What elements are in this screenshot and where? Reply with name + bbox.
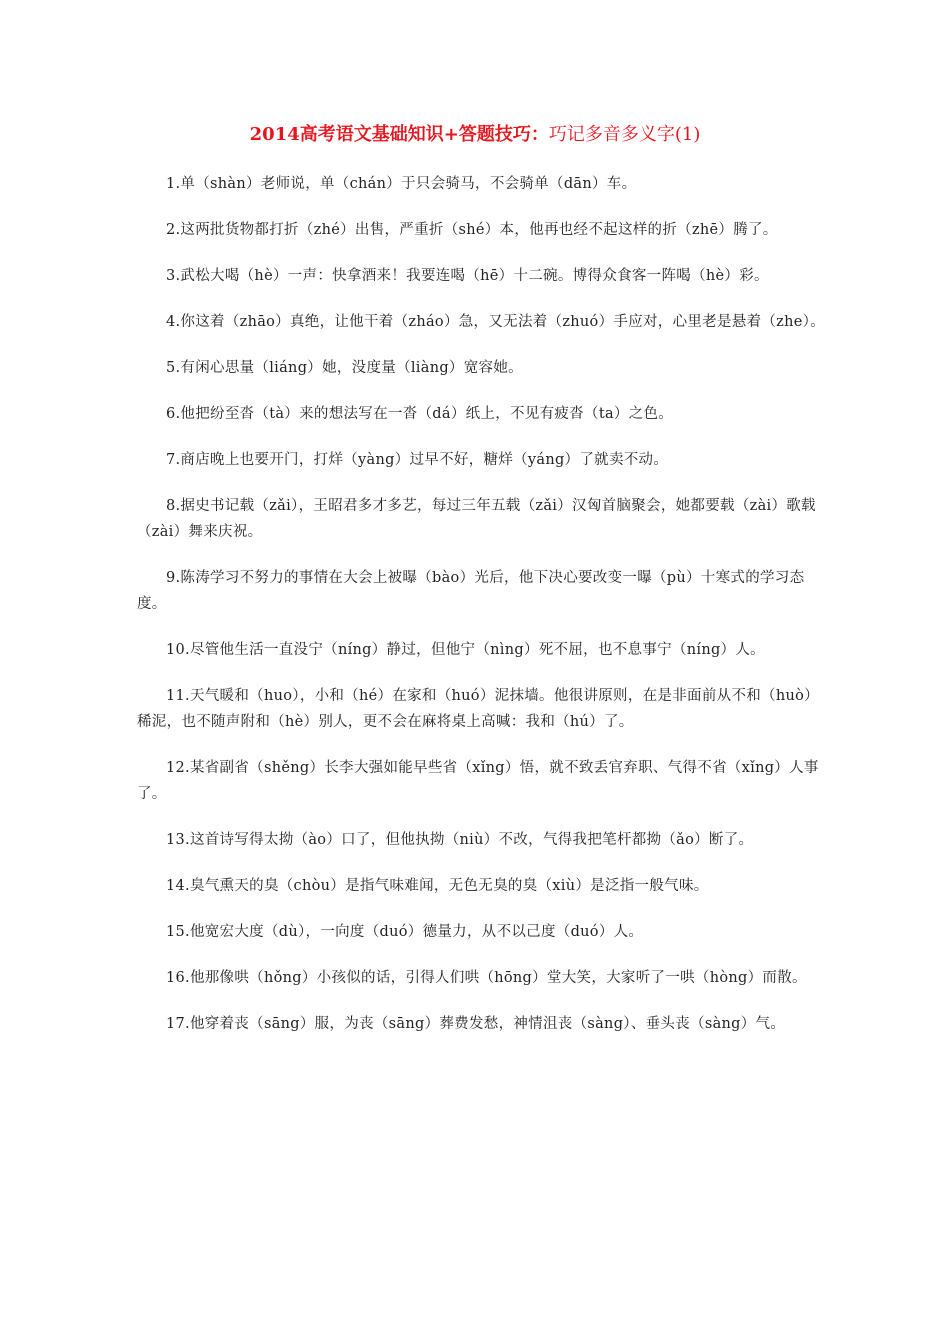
paragraph-15: 15.他宽宏大度（dù），一向度（duó）德量力，从不以己度（duó）人。 xyxy=(166,924,644,940)
paragraph-2: 2.这两批货物都打折（zhé）出售，严重折（shé）本，他再也经不起这样的折（zhē）腾了。 xyxy=(166,222,778,238)
paragraph-6: 6.他把纷至沓（tà）来的想法写在一沓（dá）纸上，不见有疲沓（ta）之色。 xyxy=(166,406,674,422)
title-bold-part: 2014高考语文基础知识+答题技巧： xyxy=(249,124,549,145)
paragraph-9: 9.陈涛学习不努力的事情在大会上被曝（bào）光后，他下决心要改变一曝（pù）十寒式的学习态度。 xyxy=(137,570,805,612)
paragraph-1: 1.单（shàn）老师说，单（chán）于只会骑马，不会骑单（dān）车。 xyxy=(166,176,637,192)
paragraph-13: 13.这首诗写得太拗（ào）口了，但他执拗（niù）不改，气得我把笔杆都拗（ǎo）断了。 xyxy=(166,832,754,848)
paragraph-3: 3.武松大喝（hè）一声：快拿酒来！我要连喝（hē）十二碗。博得众食客一阵喝（hè）彩。 xyxy=(166,268,769,284)
paragraph-10: 10.尽管他生活一直没宁（níng）静过，但他宁（nìng）死不屈，也不息事宁（níng）人。 xyxy=(166,642,765,658)
paragraph-4: 4.你这着（zhāo）真绝，让他干着（zháo）急，又无法着（zhuó）手应对，心里老是悬着（zhe）。 xyxy=(166,314,825,330)
paragraph-14: 14.臭气熏天的臭（chòu）是指气味难闻，无色无臭的臭（xiù）是泛指一般气味。 xyxy=(166,878,709,894)
paragraph-12: 12.某省副省（shěng）长李大强如能早些省（xǐng）悟，就不致丢官弃职、气得不省（xǐng）人事了。 xyxy=(137,760,819,802)
document-body xyxy=(137,171,827,1057)
paragraph-8: 8.据史书记载（zǎi），王昭君多才多艺，每过三年五载（zǎi）汉匈首脑聚会，她都要载（zài）歌载（zài）舞来庆祝。 xyxy=(137,498,816,540)
paragraph-7: 7.商店晚上也要开门，打烊（yàng）过早不好，糖烊（yáng）了就卖不动。 xyxy=(166,452,669,468)
title-plain-part: 巧记多音多义字(1) xyxy=(548,124,701,145)
paragraph-17: 17.他穿着丧（sāng）服，为丧（sāng）葬费发愁，神情沮丧（sàng）、垂头丧（sàng）气。 xyxy=(166,1016,786,1032)
page-title xyxy=(0,122,950,148)
paragraph-5: 5.有闲心思量（liáng）她，没度量（liàng）宽容她。 xyxy=(166,360,523,376)
paragraph-11: 11.天气暖和（huo），小和（hé）在家和（huó）泥抹墙。他很讲原则，在是非面前从不和（huò）稀泥，也不随声附和（hè）别人，更不会在麻将桌上高喊：我和（hú）了。 xyxy=(137,688,819,730)
paragraph-16: 16.他那像哄（hǒng）小孩似的话，引得人们哄（hōng）堂大笑，大家听了一哄（hòng）而散。 xyxy=(166,970,807,986)
